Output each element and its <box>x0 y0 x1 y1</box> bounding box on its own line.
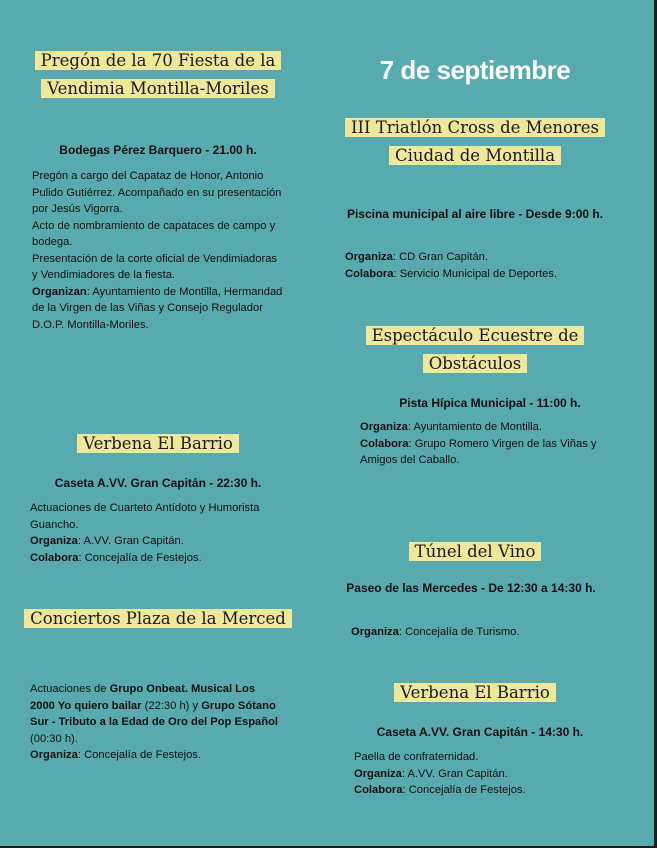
verbena-right-text: Paella de confraternidad. <box>354 751 479 763</box>
pregon-title: Pregón de la 70 Fiesta de la Vendimia Montilla-Moriles <box>22 47 294 103</box>
tunel-title: Túnel del Vino <box>340 538 610 566</box>
verbena-left-organiza: Organiza: A.VV. Gran Capitán. <box>30 535 184 547</box>
triatlon-organiza: Organiza: CD Gran Capitán. <box>345 251 489 263</box>
ecuestre-venue: Pista Hípica Municipal - 11:00 h. <box>399 396 581 410</box>
conciertos-description <box>30 681 280 764</box>
pregon-line-nombramiento: Acto de nombramiento de capataces de campo y bodega. <box>32 219 276 248</box>
ecuestre-colabora: Colabora: Grupo Romero Virgen de las Viñas y Amigos del Caballo. <box>360 437 597 466</box>
verbena-left-text: Actuaciones de Cuarteto Antídoto y Humorista Guancho. <box>30 502 260 531</box>
date-heading: 7 de septiembre <box>379 55 571 85</box>
pregon-line-capataz: Pregón a cargo del Capataz de Honor, Antonio Pulido Gutiérrez. Acompañado en su presentación por Jesús Vigorra. <box>32 170 282 215</box>
triatlon-description <box>345 249 615 282</box>
verbena-right-organiza: Organiza: A.VV. Gran Capitán. <box>354 767 508 780</box>
ecuestre-title: Espectáculo Ecuestre de Obstáculos <box>340 322 610 378</box>
triatlon-title: III Triatlón Cross de Menores Ciudad de Montilla <box>340 114 610 170</box>
verbena-right-venue: Caseta A.VV. Gran Capitán - 14:30 h. <box>376 725 584 739</box>
verbena-left-venue: Caseta A.VV. Gran Capitán - 22:30 h. <box>54 476 262 490</box>
verbena-left-colabora: Colabora: Concejalía de Festejos. <box>30 551 202 564</box>
conciertos-organiza: Organiza: Concejalía de Festejos. <box>30 749 202 761</box>
ecuestre-description <box>360 419 600 469</box>
pregon-venue: Bodegas Pérez Barquero - 21.00 h. <box>59 143 257 157</box>
tunel-venue: Paseo de las Mercedes - De 12:30 a 14:30 h. <box>346 581 596 595</box>
pregon-line-corte: Presentación de la corte oficial de Vendimiadoras y Vendimiadores de la fiesta. <box>32 252 278 281</box>
tunel-description <box>351 624 611 641</box>
verbena-left-description <box>30 500 270 566</box>
tunel-organiza: Organiza: Concejalía de Turismo. <box>351 626 520 638</box>
conciertos-text: Actuaciones de Grupo Onbeat. Musical Los 2000 Yo quiero bailar (22:30 h) y Grupo Sótano Sur - Tributo a la Edad de Oro del Pop Español (00:30 h). <box>30 683 279 745</box>
verbena-left-title: Verbena El Barrio <box>22 430 294 458</box>
pregon-description <box>32 168 284 333</box>
conciertos-title: Conciertos Plaza de la Merced <box>22 605 294 633</box>
verbena-right-description <box>354 749 604 799</box>
verbena-right-title: Verbena El Barrio <box>340 679 610 707</box>
ecuestre-organiza: Organiza: Ayuntamiento de Montilla. <box>360 421 542 433</box>
triatlon-venue: Piscina municipal al aire libre - Desde 9:00 h. <box>346 207 604 221</box>
triatlon-colabora: Colabora: Servicio Municipal de Deportes. <box>345 267 558 280</box>
verbena-right-colabora: Colabora: Concejalía de Festejos. <box>354 784 526 796</box>
pregon-organizan: Organizan: Ayuntamiento de Montilla, Hermandad de la Virgen de las Viñas y Consejo Regulador D.O.P. Montilla-Moriles. <box>32 285 283 331</box>
